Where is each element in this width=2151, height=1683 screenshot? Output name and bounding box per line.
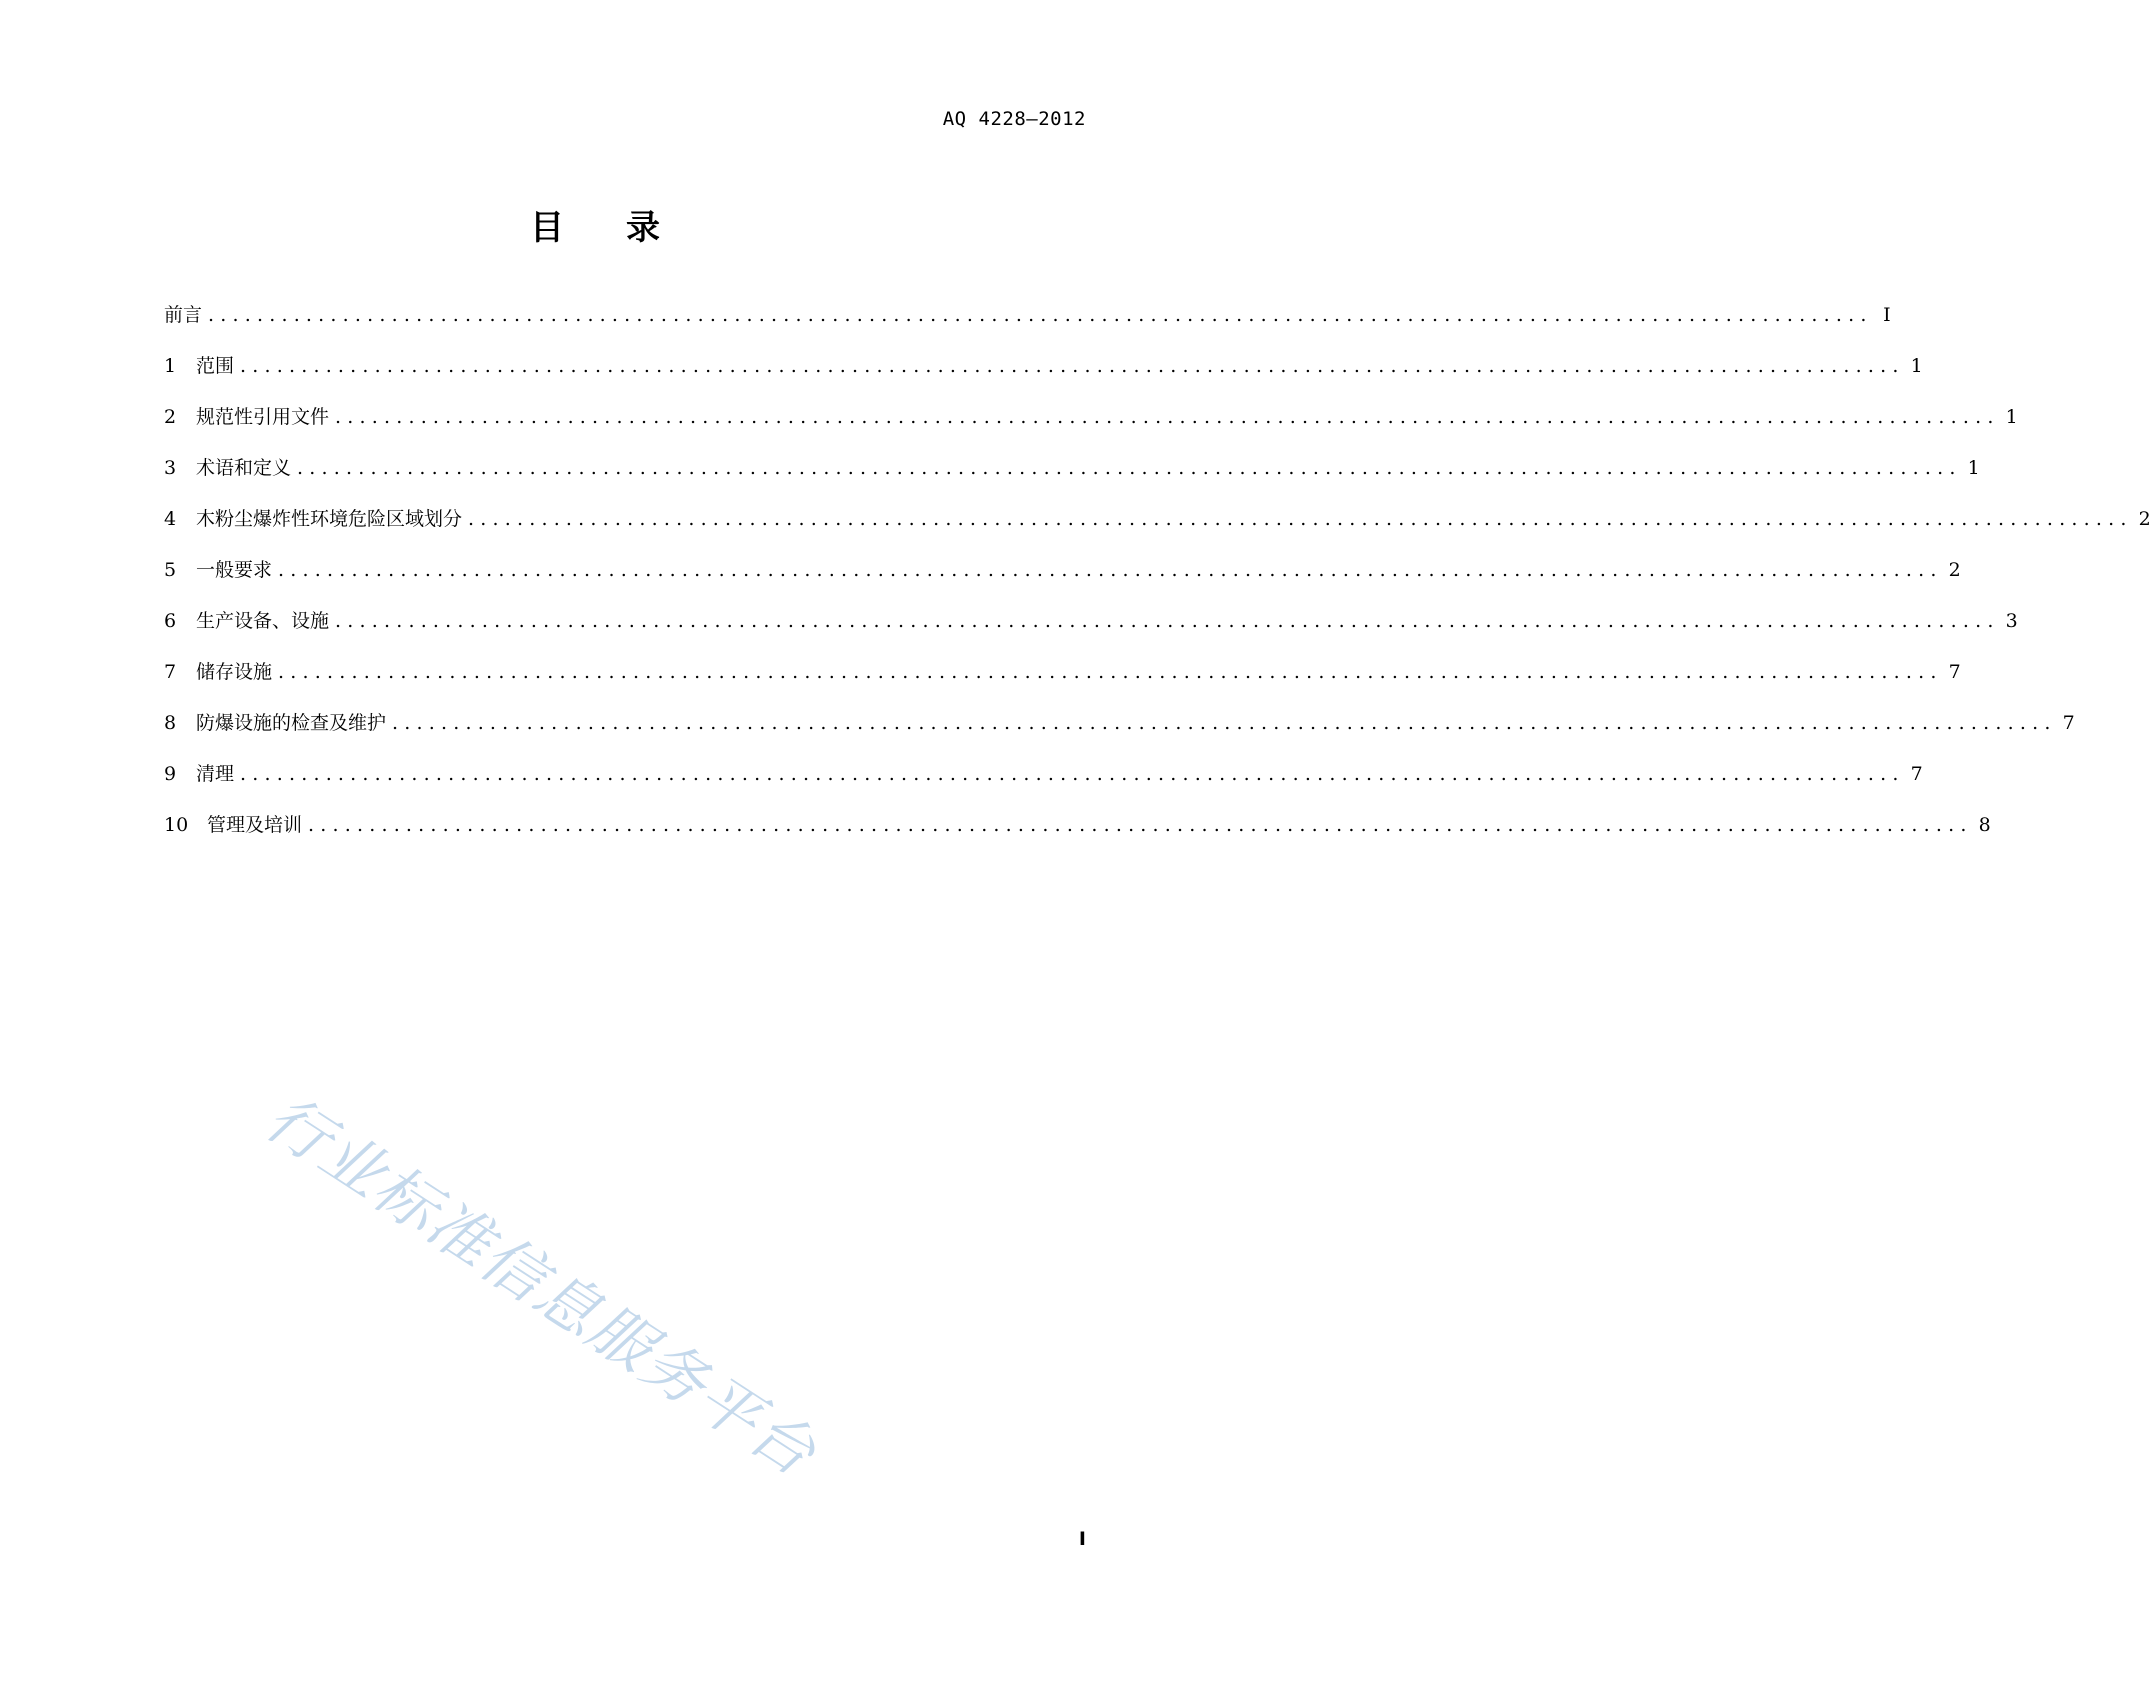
toc-entry-7[interactable]: [164, 660, 1961, 711]
toc-entry-number: 1: [164, 355, 177, 377]
toc-entry-foreword[interactable]: [164, 303, 1891, 354]
toc-entry-label: 一般要求: [196, 559, 273, 581]
page-title-char-2: 录: [626, 208, 660, 248]
standard-code: AQ 4228—2012: [942, 108, 1086, 130]
toc-entry-label: 规范性引用文件: [196, 406, 330, 428]
toc-dot-leader: ........................................................................................................................................: [468, 508, 2133, 530]
toc-dot-leader: ........................................................................................................................................: [208, 304, 1873, 326]
toc-entry-label: 清理: [196, 763, 235, 785]
toc-dot-leader: ........................................................................................................................................: [308, 814, 1973, 836]
toc-entry-page: 1: [1967, 457, 1980, 479]
toc-entry-page: 2: [1948, 559, 1961, 581]
toc-entry-9[interactable]: [164, 762, 1923, 813]
toc-dot-leader: ........................................................................................................................................: [278, 661, 1943, 683]
page-title-char-1: 目: [530, 208, 564, 248]
toc-entry-4[interactable]: [164, 507, 2151, 558]
toc-entry-page: 1: [1910, 355, 1923, 377]
toc-entry-page: 8: [1978, 814, 1991, 836]
toc-entry-2[interactable]: [164, 405, 2018, 456]
toc-dot-leader: ........................................................................................................................................: [240, 355, 1905, 377]
toc-entry-number: 7: [164, 661, 177, 683]
toc-entry-label: 管理及培训: [207, 814, 303, 836]
toc-entry-page: 1: [2005, 406, 2018, 428]
toc-entry-number: 2: [164, 406, 177, 428]
toc-dot-leader: ........................................................................................................................................: [392, 712, 2057, 734]
toc-entry-label: 木粉尘爆炸性环境危险区域划分: [196, 508, 463, 530]
toc-entry-label: 储存设施: [196, 661, 273, 683]
toc-entry-page: 7: [1910, 763, 1923, 785]
toc-entry-number: 10: [164, 814, 189, 836]
toc-dot-leader: ........................................................................................................................................: [335, 610, 2000, 632]
table-of-contents: [164, 303, 2151, 864]
toc-entry-5[interactable]: [164, 558, 1961, 609]
toc-entry-number: 8: [164, 712, 177, 734]
toc-dot-leader: ........................................................................................................................................: [335, 406, 2000, 428]
watermark-text: 行业标准信息服务平台: [253, 1080, 830, 1491]
toc-entry-label: 前言: [164, 304, 203, 326]
toc-entry-8[interactable]: [164, 711, 2075, 762]
toc-entry-label: 范围: [196, 355, 235, 377]
toc-dot-leader: ........................................................................................................................................: [278, 559, 1943, 581]
toc-entry-1[interactable]: [164, 354, 1923, 405]
toc-entry-label: 生产设备、设施: [196, 610, 330, 632]
toc-entry-10[interactable]: [164, 813, 1991, 864]
toc-entry-6[interactable]: [164, 609, 2018, 660]
toc-entry-number: 6: [164, 610, 177, 632]
toc-entry-number: 5: [164, 559, 177, 581]
toc-entry-number: 3: [164, 457, 177, 479]
toc-entry-3[interactable]: [164, 456, 1980, 507]
toc-entry-label: 防爆设施的检查及维护: [196, 712, 387, 734]
toc-entry-page: 7: [2062, 712, 2075, 734]
toc-entry-page: 7: [1948, 661, 1961, 683]
toc-entry-number: 4: [164, 508, 177, 530]
toc-entry-label: 术语和定义: [196, 457, 292, 479]
page-title: [0, 200, 1190, 249]
toc-dot-leader: ........................................................................................................................................: [297, 457, 1962, 479]
toc-entry-page: I: [1883, 304, 1891, 326]
toc-entry-page: 3: [2005, 610, 2018, 632]
toc-entry-page: 2: [2138, 508, 2151, 530]
page-number: I: [1078, 1528, 1086, 1550]
toc-entry-number: 9: [164, 763, 177, 785]
toc-dot-leader: ........................................................................................................................................: [240, 763, 1905, 785]
